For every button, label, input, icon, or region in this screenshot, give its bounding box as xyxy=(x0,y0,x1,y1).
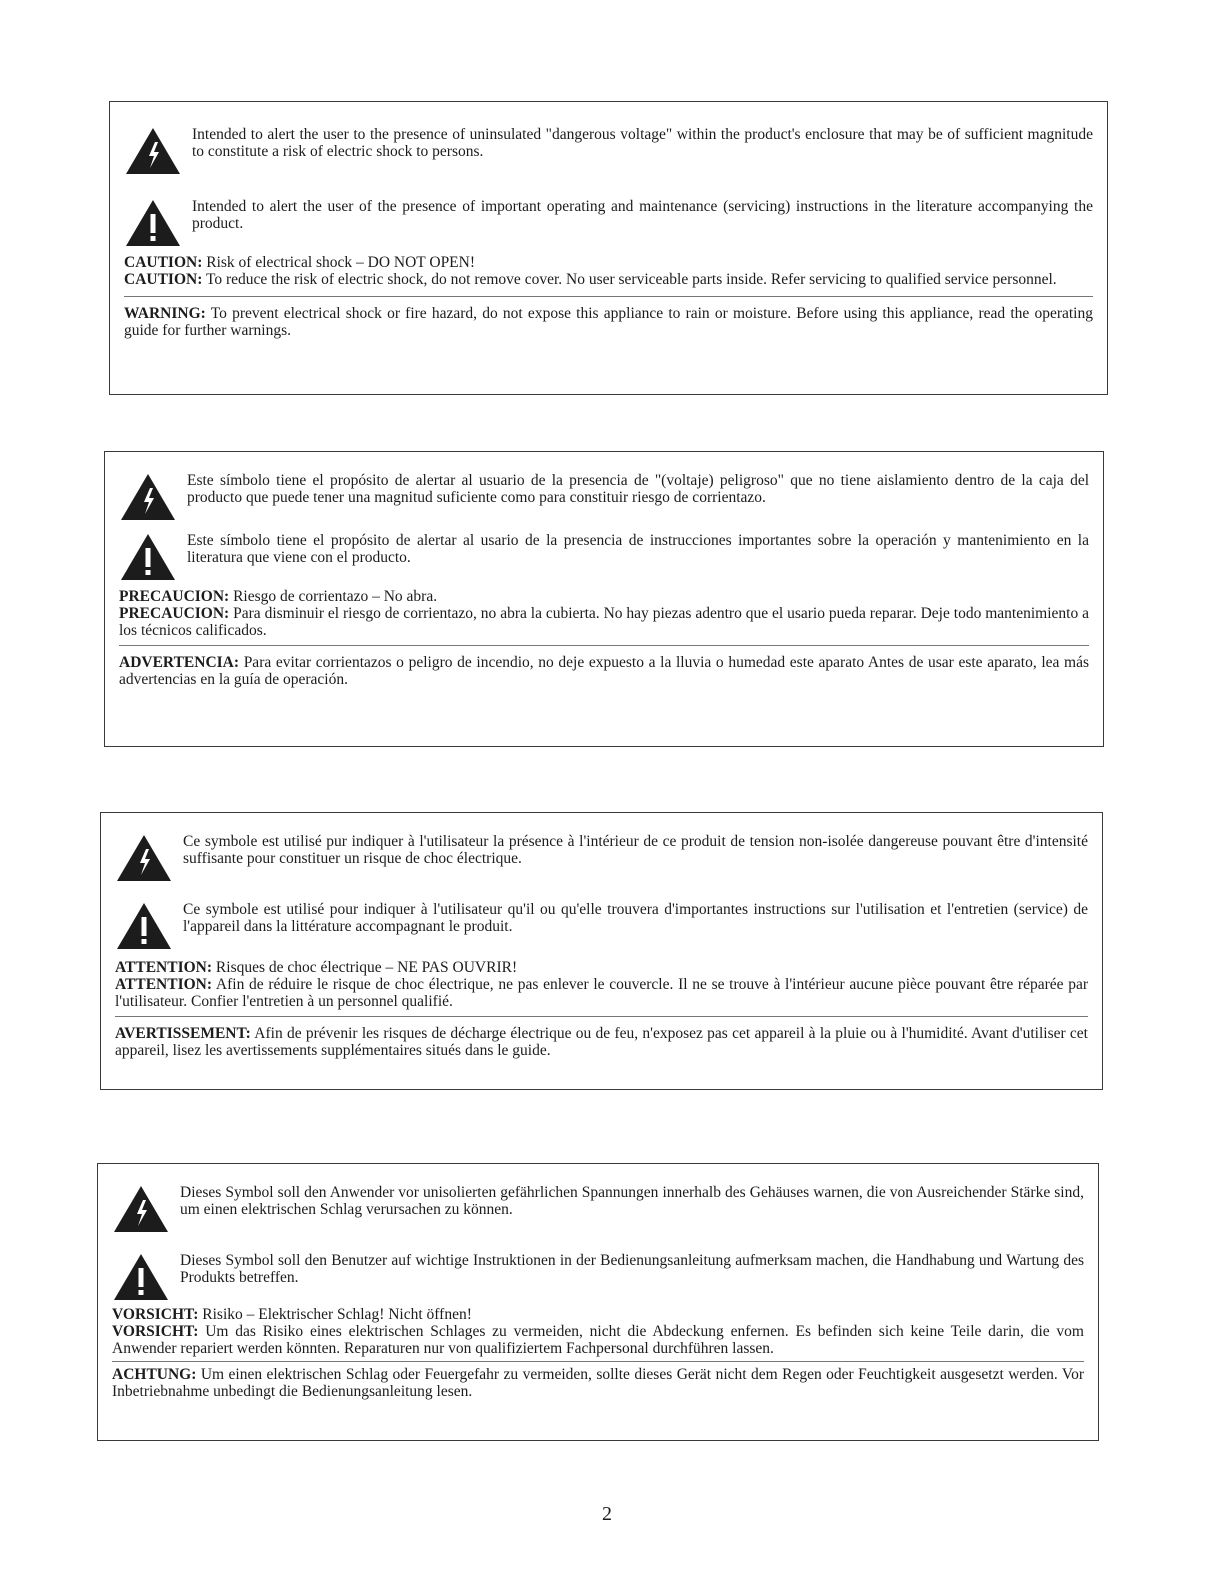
divider xyxy=(124,296,1093,297)
caution-text: Afin de réduire le risque de choc électrique, ne pas enlever le couvercle. Il ne se trouve à l'intérieur aucune pièce pouvant être réparée par l'utilisateur. Confier l'entretien à un personnel qualifié. xyxy=(115,976,1088,1010)
warning-box-french xyxy=(100,812,1103,1090)
divider xyxy=(115,1016,1088,1017)
instructions-notice xyxy=(112,1252,1084,1302)
lightning-warning-icon xyxy=(124,126,182,176)
divider xyxy=(112,1361,1084,1362)
warning-label: AVERTISSEMENT: xyxy=(115,1025,251,1042)
warning-text: To prevent electrical shock or fire hazard, do not expose this appliance to rain or moisture. Before using this appliance, read the operating guide for further warnings. xyxy=(124,305,1093,339)
caution-label: VORSICHT: xyxy=(112,1323,199,1340)
instructions-notice xyxy=(124,198,1093,248)
caution-cover xyxy=(115,976,1088,1010)
exclamation-warning-icon xyxy=(124,198,182,248)
instructions-notice xyxy=(115,901,1088,951)
instructions-notice-text: Ce symbole est utilisé pour indiquer à l'utilisateur qu'il ou qu'elle trouvera d'importantes instructions sur l'utilisation et l'entretien (service) de l'appareil dans la littérature accompagnant le produit. xyxy=(183,901,1088,935)
caution-open xyxy=(124,254,1093,271)
instructions-notice-text: Dieses Symbol soll den Benutzer auf wichtige Instruktionen in der Bedienungsanleitung aufmerksam machen, die Handhabung und Wartung des Produkts betreffen. xyxy=(180,1252,1084,1286)
caution-cover xyxy=(112,1323,1084,1357)
caution-label: ATTENTION: xyxy=(115,976,213,993)
warning-box-english xyxy=(109,101,1108,395)
exclamation-warning-icon xyxy=(119,532,177,582)
caution-cover xyxy=(124,271,1093,288)
caution-cover xyxy=(119,605,1089,639)
voltage-notice-text: Este símbolo tiene el propósito de alertar al usuario de la presencia de "(voltaje) peligroso" que no tiene aislamiento dentro de la caja del producto que puede tener una magnitud suficiente como para constituir riesgo de corrientazo. xyxy=(187,472,1089,506)
warning-text: Afin de prévenir les risques de décharge électrique ou de feu, n'exposez pas cet appareil à la pluie ou à l'humidité. Avant d'utiliser cet appareil, lisez les avertissements supplémentaires situés dans le guide. xyxy=(115,1025,1088,1059)
caution-label: PRECAUCION: xyxy=(119,588,230,605)
caution-label: VORSICHT: xyxy=(112,1306,199,1323)
lightning-warning-icon xyxy=(115,833,173,883)
warning-box-german xyxy=(97,1163,1099,1441)
exclamation-warning-icon xyxy=(115,901,173,951)
warning-text: Para evitar corrientazos o peligro de incendio, no deje expuesto a la lluvia o humedad este aparato Antes de usar este aparato, lea más advertencias en la guía de operación. xyxy=(119,654,1090,688)
voltage-notice xyxy=(112,1184,1084,1234)
warning-label: WARNING: xyxy=(124,305,206,322)
instructions-notice-text: Intended to alert the user of the presence of important operating and maintenance (servicing) instructions in the literature accompanying the product. xyxy=(192,198,1093,232)
caution-open xyxy=(115,959,1088,976)
lightning-warning-icon xyxy=(119,472,177,522)
caution-open xyxy=(119,588,1089,605)
caution-open xyxy=(112,1306,1084,1323)
voltage-notice-text: Ce symbole est utilisé pur indiquer à l'utilisateur la présence à l'intérieur de ce produit de tension non-isolée dangereuse pouvant être d'intensité suffisante pour constituer un risque de choc électrique. xyxy=(183,833,1088,867)
voltage-notice xyxy=(124,126,1093,176)
caution-text: Risk of electrical shock – DO NOT OPEN! xyxy=(206,254,476,271)
voltage-notice xyxy=(119,472,1089,522)
caution-text: Risiko – Elektrischer Schlag! Nicht öffnen! xyxy=(202,1306,472,1323)
voltage-notice xyxy=(115,833,1088,883)
warning-moisture xyxy=(112,1366,1084,1400)
instructions-notice xyxy=(119,532,1089,582)
caution-text: Um das Risiko eines elektrischen Schlages zu vermeiden, nicht die Abdeckung enfernen. Es befinden sich keine Teile darin, die vom Anwender repariert werden könnten. Reparaturen nur von qualifiziertem Fachpersonal durchführen lassen. xyxy=(112,1323,1084,1357)
warning-label: ACHTUNG: xyxy=(112,1366,197,1383)
exclamation-warning-icon xyxy=(112,1252,170,1302)
warning-label: ADVERTENCIA: xyxy=(119,654,240,671)
warning-text: Um einen elektrischen Schlag oder Feuergefahr zu vermeiden, sollte dieses Gerät nicht dem Regen oder Feuchtigkeit ausgesetzt werden. Vor Inbetriebnahme unbedingt die Bedienungsanleitung lesen. xyxy=(112,1366,1084,1400)
caution-label: ATTENTION: xyxy=(115,959,213,976)
lightning-warning-icon xyxy=(112,1184,170,1234)
caution-label: CAUTION: xyxy=(124,254,203,271)
warning-moisture xyxy=(115,1025,1088,1059)
warning-moisture xyxy=(124,305,1093,339)
divider xyxy=(119,645,1089,646)
warning-moisture xyxy=(119,654,1089,688)
caution-label: CAUTION: xyxy=(124,271,203,288)
caution-text: Risques de choc électrique – NE PAS OUVRIR! xyxy=(215,959,518,976)
caution-text: Riesgo de corrientazo – No abra. xyxy=(233,588,438,605)
voltage-notice-text: Intended to alert the user to the presence of uninsulated "dangerous voltage" within the product's enclosure that may be of sufficient magnitude to constitute a risk of electric shock to persons. xyxy=(192,126,1093,160)
caution-text: To reduce the risk of electric shock, do not remove cover. No user serviceable parts inside. Refer servicing to qualified service personnel. xyxy=(205,271,1057,288)
warning-box-spanish xyxy=(104,451,1104,747)
voltage-notice-text: Dieses Symbol soll den Anwender vor unisolierten gefährlichen Spannungen innerhalb des Gehäuses warnen, die von Ausreichender Stärke sind, um einen elektrischen Schlag verursachen zu können. xyxy=(180,1184,1084,1218)
caution-label: PRECAUCION: xyxy=(119,605,230,622)
page-number: 2 xyxy=(602,1503,612,1525)
caution-text: Para disminuir el riesgo de corrientazo, no abra la cubierta. No hay piezas adentro que el usario pueda reparar. Deje todo mantenimiento a los técnicos calificados. xyxy=(119,605,1089,639)
instructions-notice-text: Este símbolo tiene el propósito de alertar al usario de la presencia de instrucciones importantes sobre la operación y mantenimiento en la literatura que viene con el producto. xyxy=(187,532,1089,566)
